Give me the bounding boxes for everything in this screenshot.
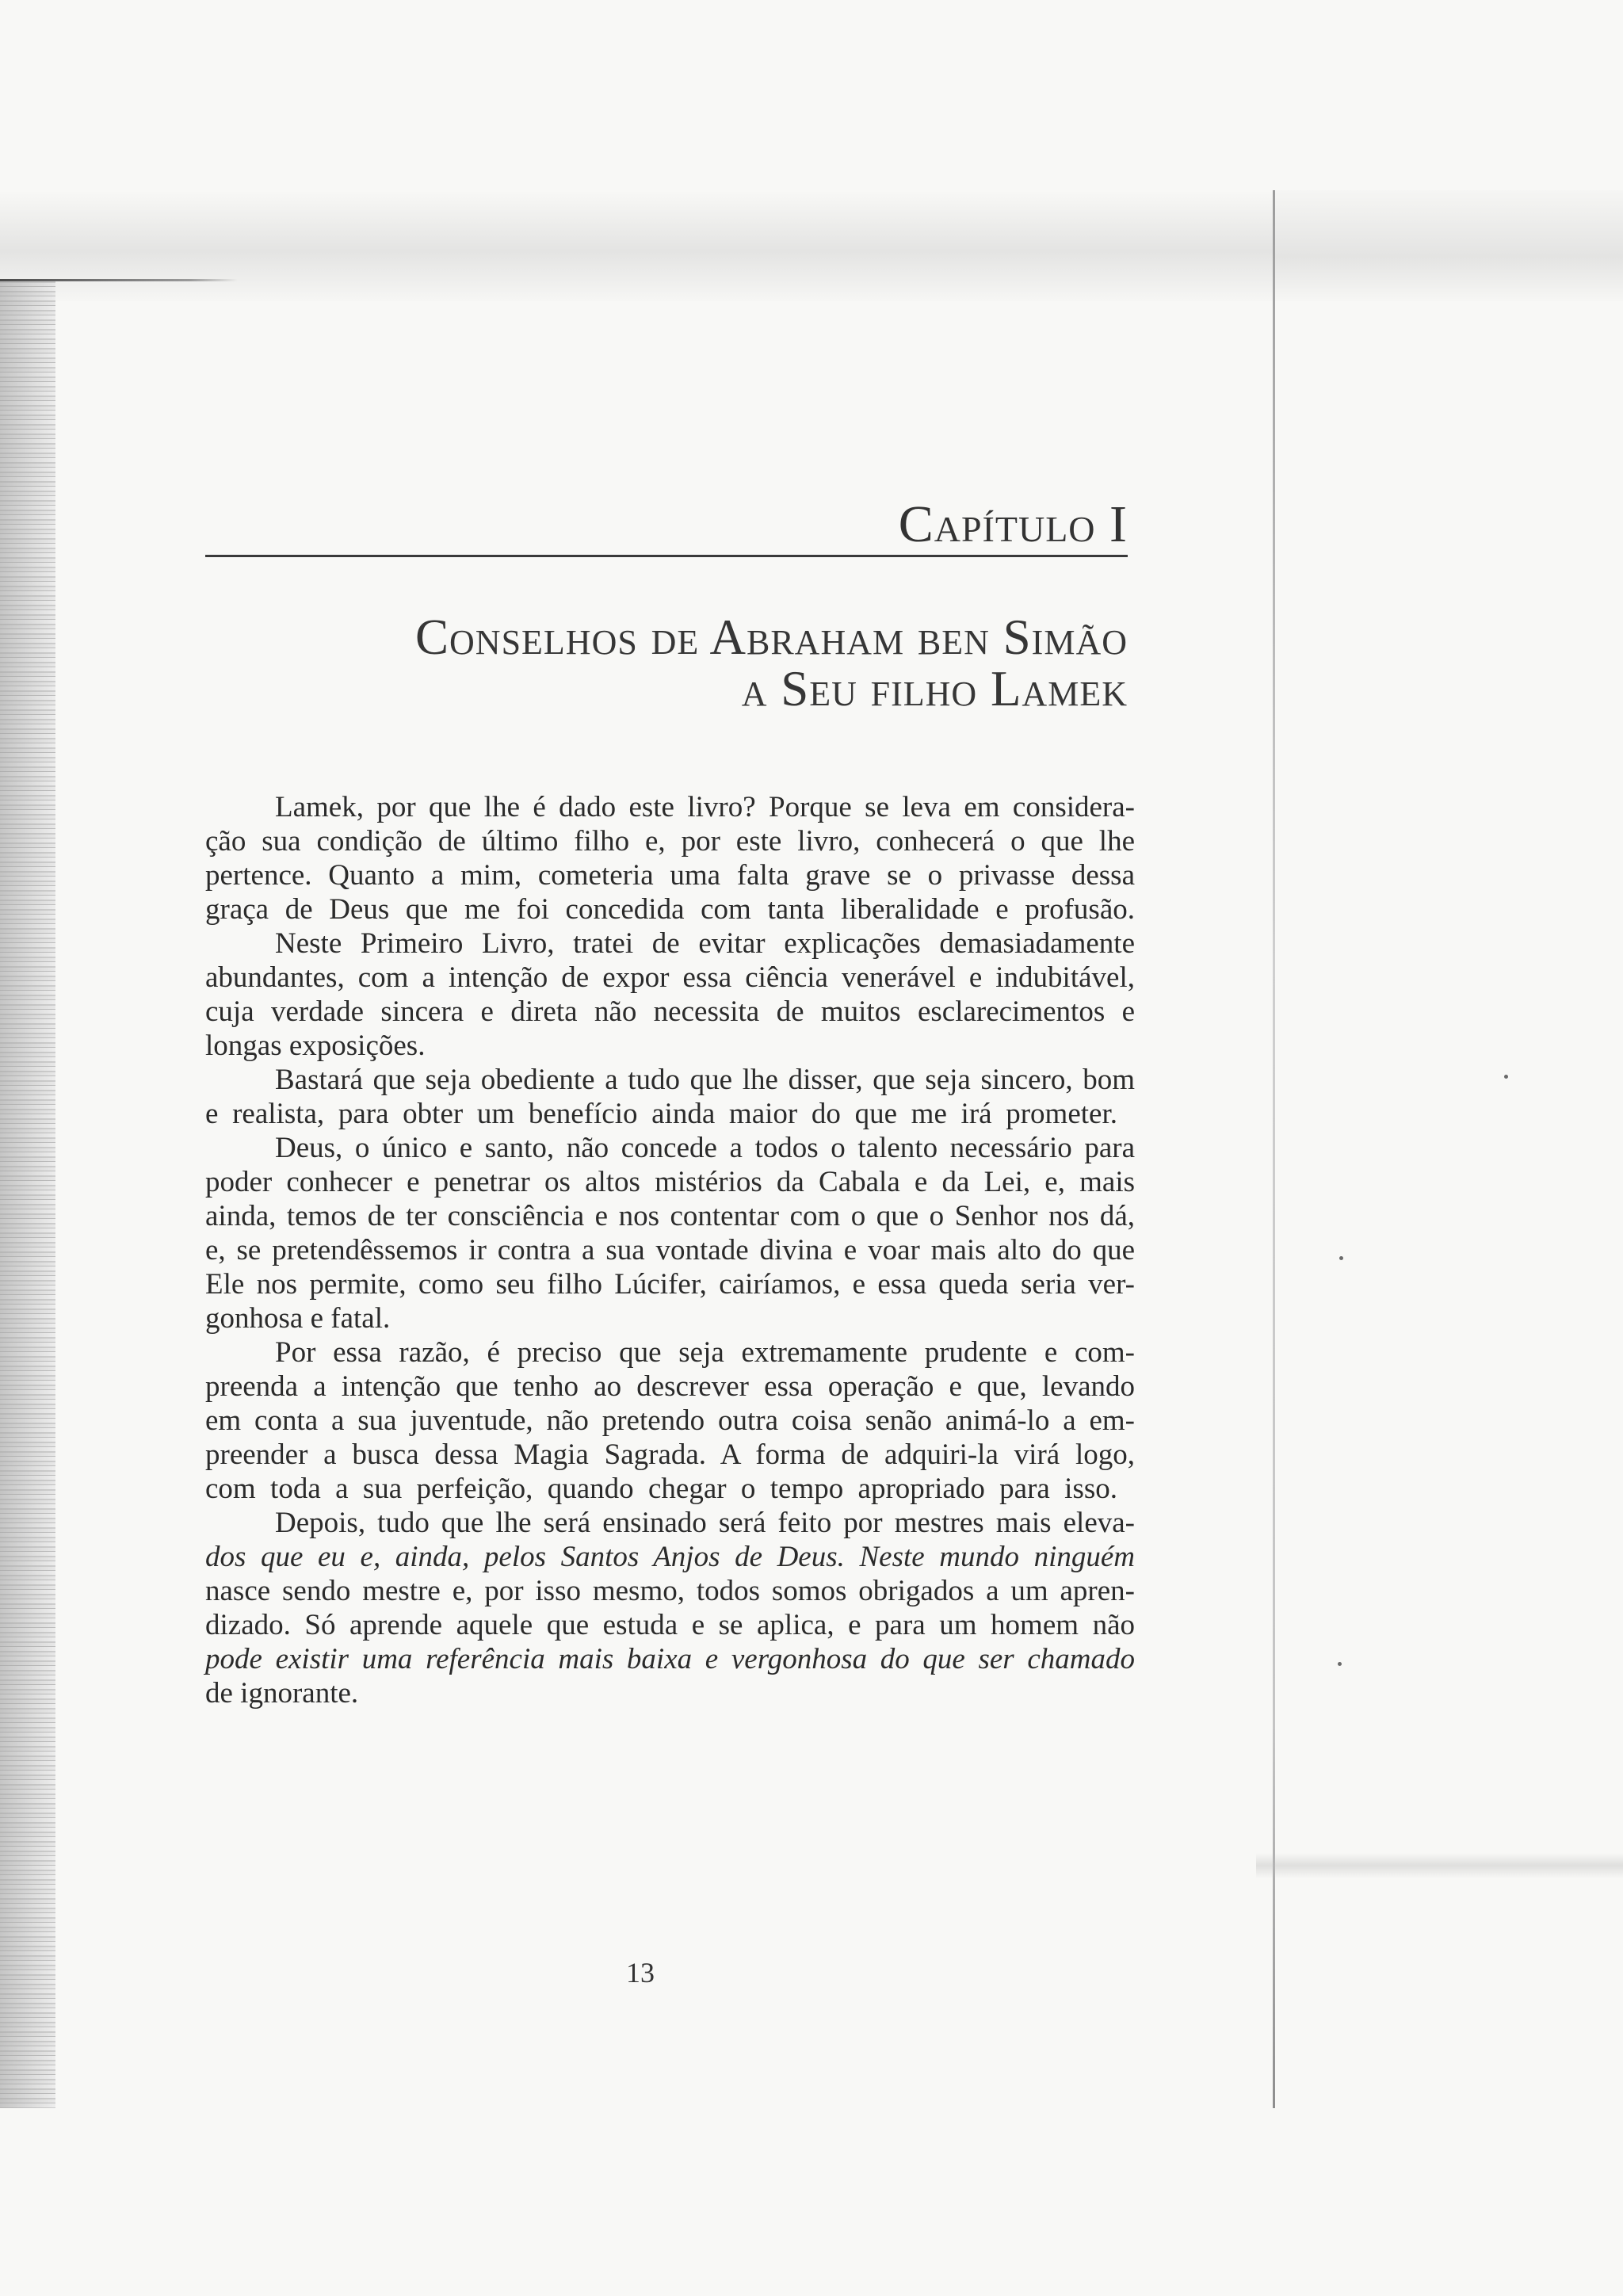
body-line: graça de Deus que me foi concedida com tanta liberalidade e profusão. xyxy=(205,893,1135,926)
body-line: dizado. Só aprende aquele que estuda e se aplica, e para um homem não xyxy=(205,1609,1135,1641)
scan-speck xyxy=(1504,1075,1508,1079)
body-line: Depois, tudo que lhe será ensinado será feito por mestres mais eleva- xyxy=(275,1507,1135,1539)
body-line: Deus, o único e santo, não concede a todos o talento necessário para xyxy=(275,1132,1135,1164)
body-line: ção sua condição de último filho e, por este livro, conhecerá o que lhe xyxy=(205,825,1135,858)
body-line: longas exposições. xyxy=(205,1030,426,1062)
body-line: cuja verdade sincera e direta não necessita de muitos esclarecimentos e xyxy=(205,995,1135,1028)
body-line: ainda, temos de ter consciência e nos contentar com o que o Senhor nos dá, xyxy=(205,1200,1135,1232)
body-line: poder conhecer e penetrar os altos mistérios da Cabala e da Lei, e, mais xyxy=(205,1166,1135,1198)
body-line: em conta a sua juventude, não pretendo outra coisa senão animá-lo a em- xyxy=(205,1404,1135,1437)
scan-speck xyxy=(1339,1256,1343,1260)
body-line: Por essa razão, é preciso que seja extremamente prudente e com- xyxy=(275,1336,1135,1369)
page-edge-right xyxy=(1273,190,1275,2108)
body-line: Ele nos permite, como seu filho Lúcifer, cairíamos, e essa queda seria ver- xyxy=(205,1268,1135,1301)
scan-shadow-right-top xyxy=(1275,190,1623,301)
scan-shadow-top xyxy=(0,190,1274,301)
binding-edge xyxy=(0,281,55,2108)
body-text xyxy=(205,790,1135,1710)
scan-shadow-right-lower xyxy=(1256,1853,1623,1878)
body-line: de ignorante. xyxy=(205,1677,359,1710)
body-line: pertence. Quanto a mim, cometeria uma falta grave se o privasse dessa xyxy=(205,859,1135,892)
body-line: gonhosa e fatal. xyxy=(205,1302,391,1335)
body-line: e, se pretendêssemos ir contra a sua vontade divina e voar mais alto do que xyxy=(205,1234,1135,1266)
chapter-title-line-2: a Seu filho Lamek xyxy=(741,661,1128,716)
chapter-title-line-1: Conselhos de Abraham ben Simão xyxy=(415,609,1128,665)
scan-speck xyxy=(1338,1662,1342,1666)
body-line: preenda a intenção que tenho ao descrever essa operação e que, levando xyxy=(205,1370,1135,1403)
page-number: 13 xyxy=(626,1957,655,1988)
body-line: nasce sendo mestre e, por isso mesmo, todos somos obrigados a um apren- xyxy=(205,1575,1135,1607)
chapter-label: Capítulo I xyxy=(898,495,1128,553)
body-line: Bastará que seja obediente a tudo que lhe disser, que seja sincero, bom xyxy=(275,1064,1135,1096)
body-line: preender a busca dessa Magia Sagrada. A forma de adquiri-la virá logo, xyxy=(205,1438,1135,1471)
body-line: com toda a sua perfeição, quando chegar o tempo apropriado para isso. xyxy=(205,1473,1117,1505)
body-line: Lamek, por que lhe é dado este livro? Porque se leva em considera- xyxy=(275,791,1135,823)
chapter-rule xyxy=(205,555,1128,557)
body-line: abundantes, com a intenção de expor essa ciência venerável e indubitável, xyxy=(205,961,1135,994)
body-line: dos que eu e, ainda, pelos Santos Anjos de Deus. Neste mundo ninguém xyxy=(205,1541,1135,1573)
body-line: Neste Primeiro Livro, tratei de evitar explicações demasiadamente xyxy=(275,927,1135,960)
body-line: e realista, para obter um benefício ainda maior do que me irá prometer. xyxy=(205,1098,1117,1130)
body-line: pode existir uma referência mais baixa e vergonhosa do que ser chamado xyxy=(205,1643,1135,1675)
